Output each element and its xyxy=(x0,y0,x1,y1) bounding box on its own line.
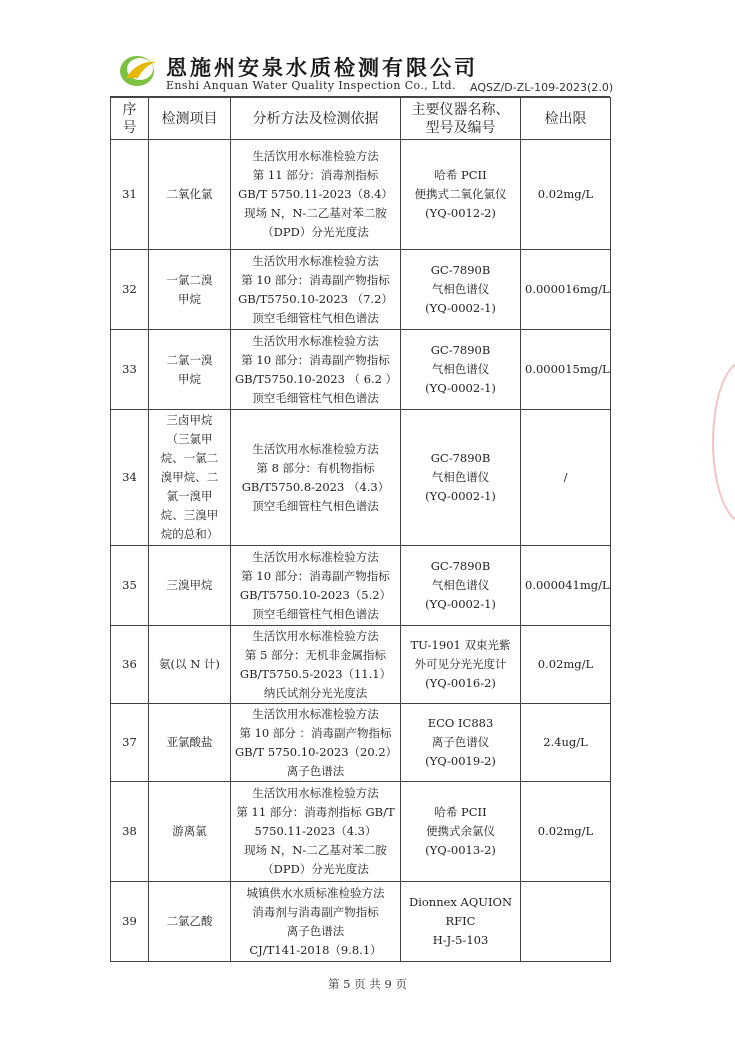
row-item: 亚氯酸盐 xyxy=(149,704,231,782)
row-method: 生活饮用水标准检验方法 第 10 部分：消毒副产物指标 GB/T5750.10-2023 （ 6.2 ） 顶空毛细管柱气相色谱法 xyxy=(231,330,401,410)
row-instrument: GC-7890B 气相色谱仪 (YQ-0002-1) xyxy=(401,250,521,330)
document-code: AQSZ/D-ZL-109-2023(2.0) xyxy=(470,81,614,94)
table-row xyxy=(111,140,611,250)
row-instrument: 哈希 PCII 便携式二氧化氯仪 (YQ-0012-2) xyxy=(401,140,521,250)
table-row xyxy=(111,626,611,704)
row-instrument: ECO IC883 离子色谱仪 (YQ-0019-2) xyxy=(401,704,521,782)
company-name-en: Enshi Anquan Water Quality Inspection Co., Ltd. xyxy=(166,79,456,92)
seal-stamp xyxy=(712,360,735,524)
row-instrument: 哈希 PCII 便携式余氯仪 (YQ-0013-2) xyxy=(401,782,521,882)
company-logo-icon xyxy=(118,52,160,88)
row-limit: 2.4ug/L xyxy=(521,704,611,782)
row-item: 二氧化氯 xyxy=(149,140,231,250)
table-row xyxy=(111,546,611,626)
row-method: 生活饮用水标准检验方法 第 8 部分：有机物指标 GB/T5750.8-2023 （4.3） 顶空毛细管柱气相色谱法 xyxy=(231,410,401,546)
table-header-row xyxy=(111,98,611,140)
row-item: 氨(以 N 计) xyxy=(149,626,231,704)
row-limit: 0.02mg/L xyxy=(521,782,611,882)
table-row xyxy=(111,704,611,782)
row-no: 35 xyxy=(111,546,149,626)
row-no: 31 xyxy=(111,140,149,250)
row-no: 34 xyxy=(111,410,149,546)
row-no: 37 xyxy=(111,704,149,782)
row-instrument: GC-7890B 气相色谱仪 (YQ-0002-1) xyxy=(401,410,521,546)
row-item: 游离氯 xyxy=(149,782,231,882)
row-limit xyxy=(521,882,611,962)
table-row xyxy=(111,882,611,962)
row-no: 38 xyxy=(111,782,149,882)
company-name-cn: 恩施州安泉水质检测有限公司 xyxy=(166,56,478,80)
row-limit: 0.02mg/L xyxy=(521,140,611,250)
header-item: 检测项目 xyxy=(149,98,231,140)
table-row xyxy=(111,330,611,410)
header-no: 序 号 xyxy=(111,98,149,140)
row-limit: 0.000016mg/L xyxy=(521,250,611,330)
row-method: 生活饮用水标准检验方法 第 11 部分：消毒剂指标 GB/T 5750.11-2023（4.3） 现场 N，N-二乙基对苯二胺 （DPD）分光光度法 xyxy=(231,782,401,882)
row-item: 二氯乙酸 xyxy=(149,882,231,962)
row-method: 生活饮用水标准检验方法 第 10 部分 ：消毒副产物指标 GB/T 5750.10-2023（20.2） 离子色谱法 xyxy=(231,704,401,782)
row-item: 一氯二溴 甲烷 xyxy=(149,250,231,330)
row-no: 32 xyxy=(111,250,149,330)
header-method: 分析方法及检测依据 xyxy=(231,98,401,140)
row-instrument: Dionnex AQUION RFIC H-J-5-103 xyxy=(401,882,521,962)
row-item: 二氯一溴 甲烷 xyxy=(149,330,231,410)
row-instrument: TU-1901 双束光紫 外可见分光光度计 (YQ-0016-2) xyxy=(401,626,521,704)
row-limit: / xyxy=(521,410,611,546)
row-no: 33 xyxy=(111,330,149,410)
row-method: 城镇供水水质标准检验方法 消毒剂与消毒副产物指标 离子色谱法 CJ/T141-2018（9.8.1） xyxy=(231,882,401,962)
row-instrument: GC-7890B 气相色谱仪 (YQ-0002-1) xyxy=(401,546,521,626)
page-number: 第 5 页 共 9 页 xyxy=(328,977,407,991)
row-limit: 0.02mg/L xyxy=(521,626,611,704)
header-limit: 检出限 xyxy=(521,98,611,140)
row-method: 生活饮用水标准检验方法 第 10 部分：消毒副产物指标 GB/T5750.10-2023 （7.2） 顶空毛细管柱气相色谱法 xyxy=(231,250,401,330)
test-method-table xyxy=(110,97,611,962)
row-item: 三卤甲烷 （三氯甲 烷、一氯二 溴甲烷、二 氯一溴甲 烷、三溴甲 烷的总和） xyxy=(149,410,231,546)
row-no: 36 xyxy=(111,626,149,704)
row-no: 39 xyxy=(111,882,149,962)
row-method: 生活饮用水标准检验方法 第 10 部分：消毒副产物指标 GB/T5750.10-2023（5.2） 顶空毛细管柱气相色谱法 xyxy=(231,546,401,626)
table-row xyxy=(111,410,611,546)
table-row xyxy=(111,250,611,330)
header-instrument: 主要仪器名称、 型号及编号 xyxy=(401,98,521,140)
row-limit: 0.000041mg/L xyxy=(521,546,611,626)
row-instrument: GC-7890B 气相色谱仪 (YQ-0002-1) xyxy=(401,330,521,410)
row-limit: 0.000015mg/L xyxy=(521,330,611,410)
row-item: 三溴甲烷 xyxy=(149,546,231,626)
row-method: 生活饮用水标准检验方法 第 5 部分：无机非金属指标 GB/T5750.5-2023（11.1） 纳氏试剂分光光度法 xyxy=(231,626,401,704)
row-method: 生活饮用水标准检验方法 第 11 部分：消毒剂指标 GB/T 5750.11-2023（8.4） 现场 N，N-二乙基对苯二胺 （DPD）分光光度法 xyxy=(231,140,401,250)
table-row xyxy=(111,782,611,882)
